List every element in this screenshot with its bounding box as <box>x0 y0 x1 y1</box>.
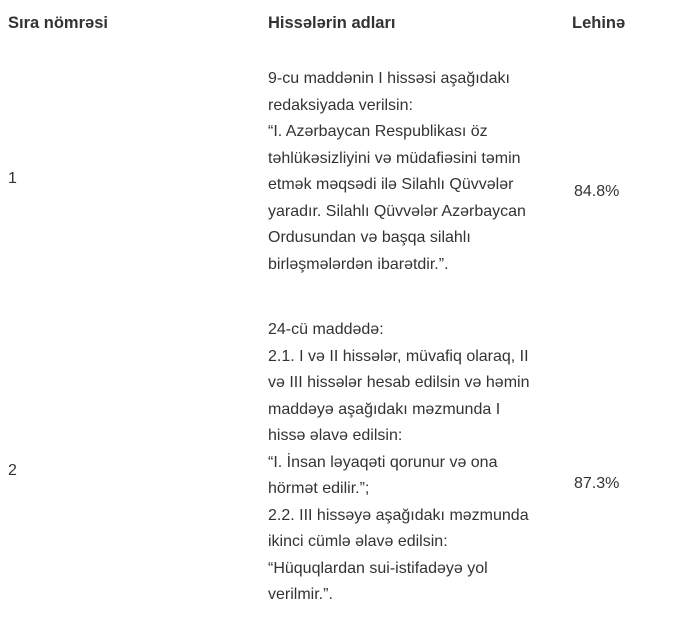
table-row <box>0 66 696 296</box>
header-number: Sıra nömrəsi <box>8 14 108 32</box>
row-percent: 84.8% <box>574 183 620 200</box>
header-parts: Hissələrin adları <box>268 14 396 32</box>
table-row <box>0 317 696 627</box>
row-text: 24-cü maddədə: 2.1. I və II hissələr, müvafiq olaraq, II və III hissələr hesab edilsin və həmin maddəyə aşağıdakı məzmunda I hissə əlavə edilsin: “I. İnsan ləyaqəti qorunur və ona hörmət edilir.”; 2.2. III hissəyə aşağıdakı məzmunda ikinci cümlə əlavə edilsin: “Hüquqlardan sui-istifadəyə yol verilmir.”. <box>268 321 530 603</box>
header-vote: Lehinə <box>572 14 626 32</box>
table-header <box>0 0 696 52</box>
row-number: 2 <box>8 462 17 479</box>
row-percent: 87.3% <box>574 475 620 492</box>
row-number: 1 <box>8 170 17 187</box>
row-text: 9-cu maddənin I hissəsi aşağıdakı redaksiyada verilsin: “I. Azərbaycan Respublikası öz təhlükəsizliyini və müdafiəsini təmin etmək məqsədi ilə Silahlı Qüvvələr yaradır. Silahlı Qüvvələr Azərbaycan Ordusundan və başqa silahlı birləşmələrdən ibarətdir.”. <box>268 70 526 273</box>
